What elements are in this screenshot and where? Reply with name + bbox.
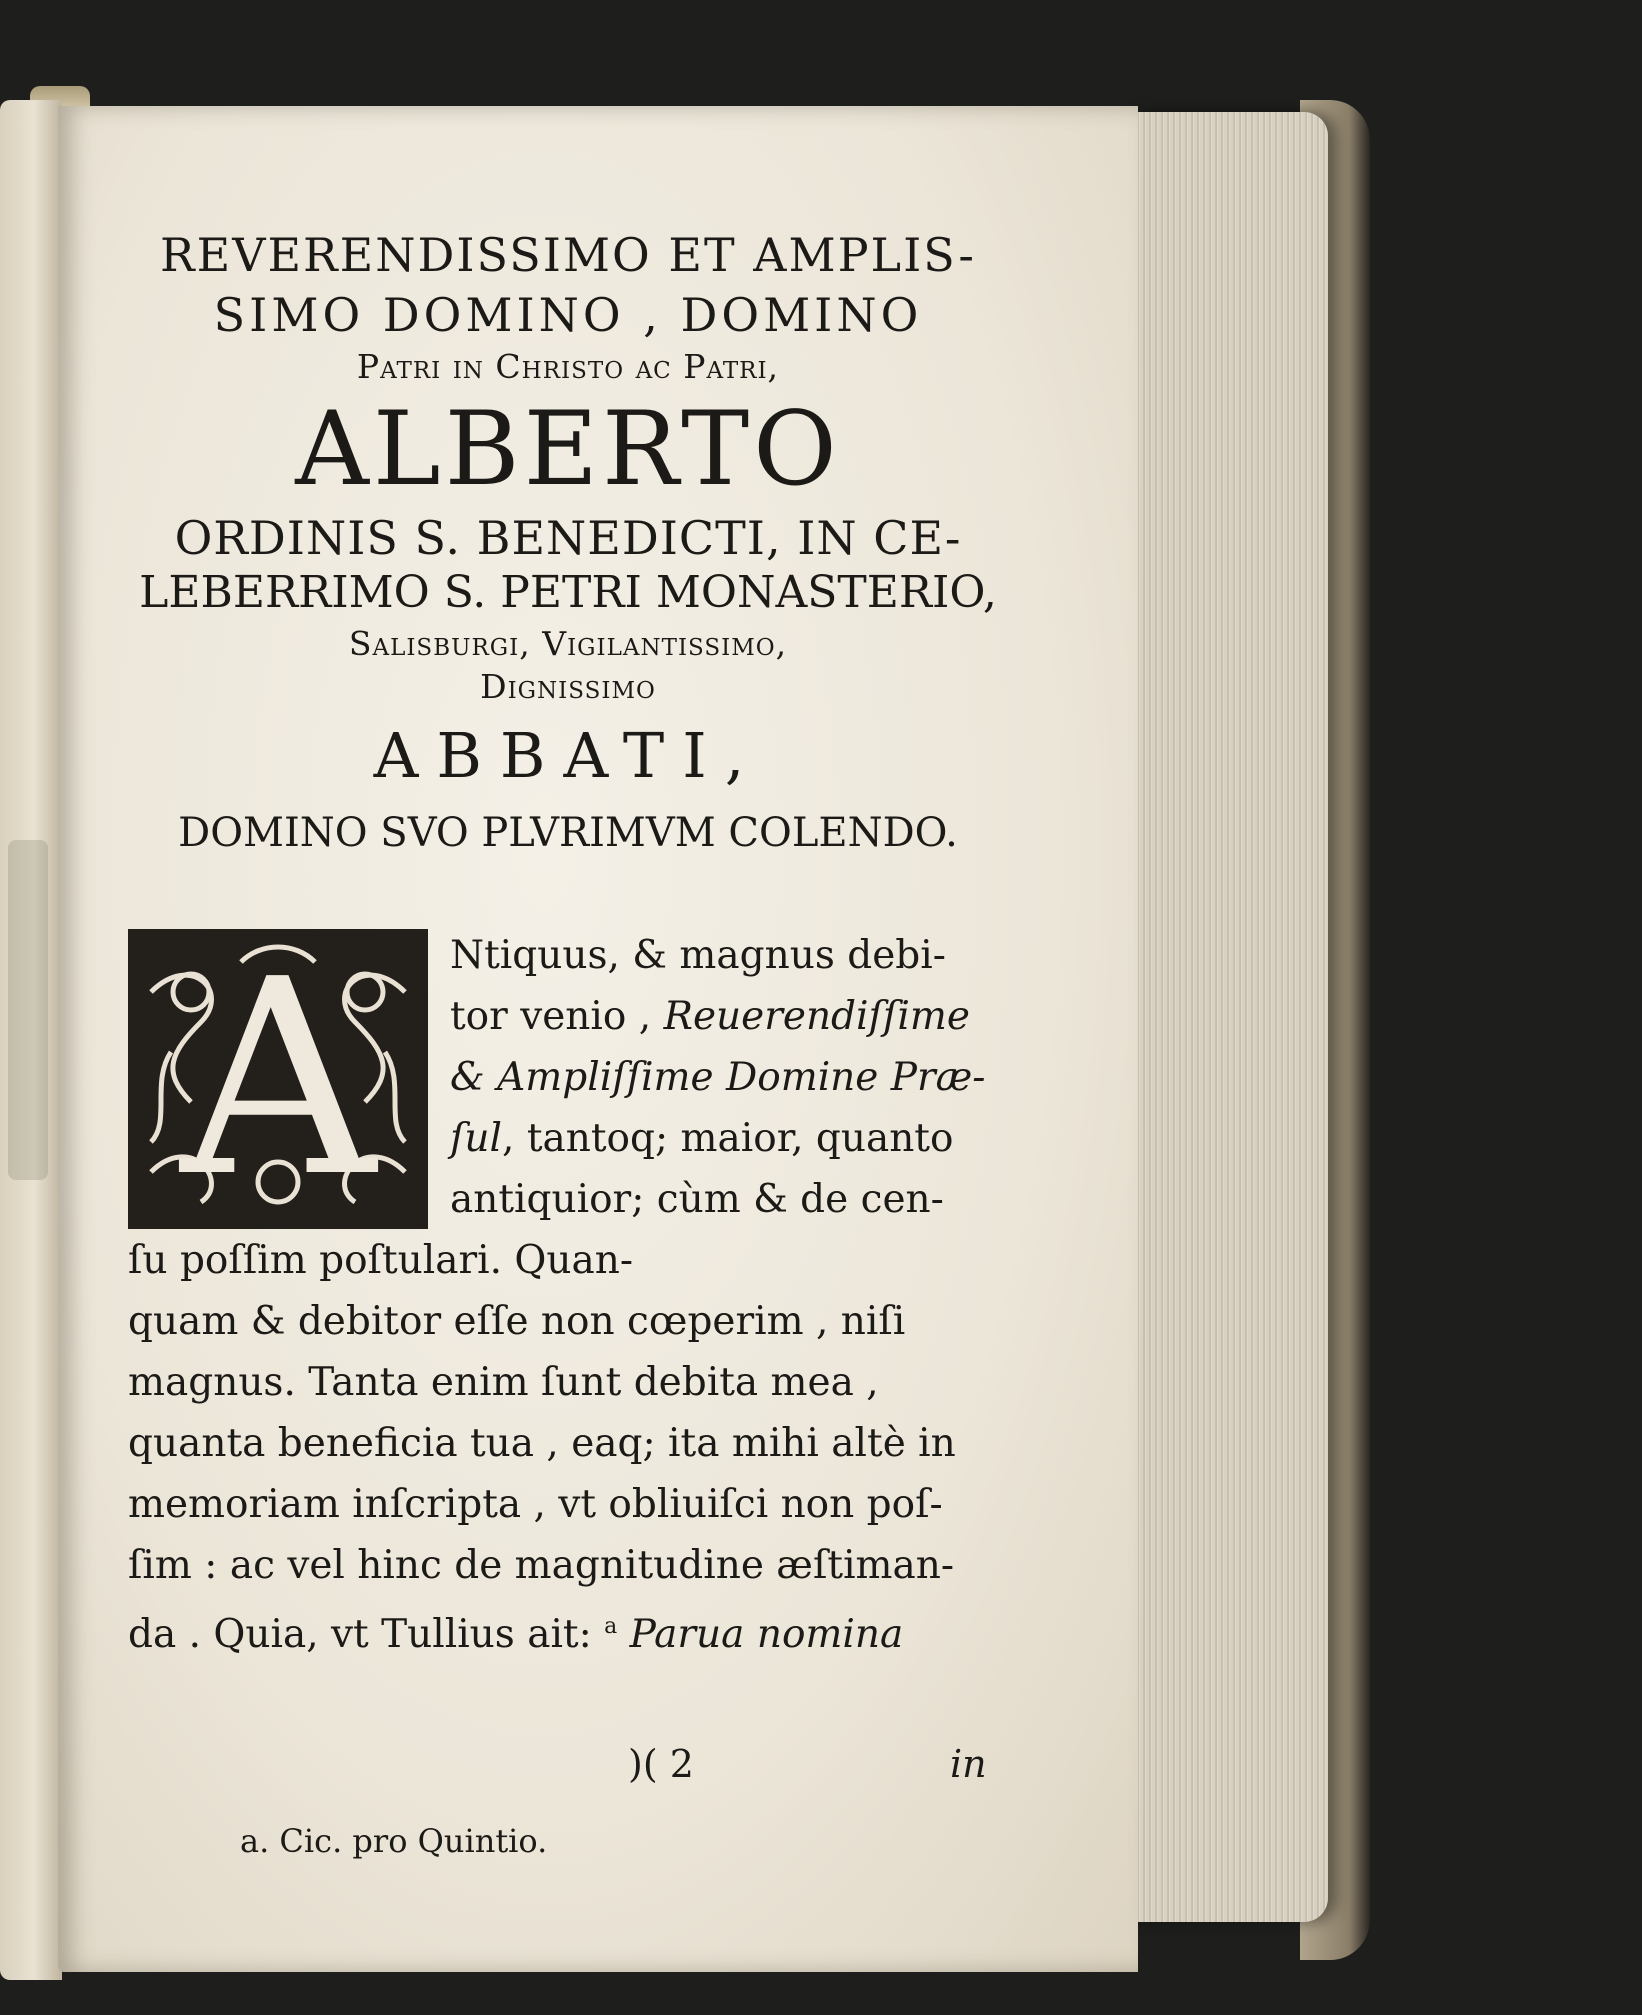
body-line-2-text: tor venio , bbox=[450, 994, 664, 1039]
heading-line-7: Salisburgi, Vigilantissimo, bbox=[348, 624, 788, 663]
footnote: a. Cic. pro Quintio. bbox=[240, 1822, 548, 1860]
body-line-4-text: , tantoq; maior, quanto bbox=[502, 1116, 954, 1161]
heading-line-1: REVERENDISSIMO ET AMPLIS- bbox=[160, 228, 976, 282]
ornamental-initial-icon bbox=[128, 921, 428, 1236]
body-line-6: ſu poſſim poſtulari. Quan- bbox=[128, 1238, 634, 1283]
heading-line-3: Patri in Christo ac Patri, bbox=[356, 347, 780, 386]
italic-address-2: & Ampliſſime Domine Præ- bbox=[450, 1055, 986, 1100]
heading-line-6: LEBERRIMO S. PETRI MONASTERIO, bbox=[139, 567, 997, 618]
italic-address-3: ſul bbox=[450, 1116, 503, 1161]
heading-line-10: DOMINO SVO PLVRIMVM COLENDO. bbox=[178, 810, 958, 856]
italic-address-1: Reuerendiſſime bbox=[663, 994, 970, 1039]
body-line-5: antiquior; cùm & de cen- bbox=[450, 1177, 944, 1222]
body-line-1: Ntiquus, & magnus debi- bbox=[450, 933, 946, 978]
body-line-12-text: da . Quia, vt Tullius ait: bbox=[128, 1612, 605, 1657]
body-line-12 bbox=[128, 1596, 1008, 1665]
body-line-8: magnus. Tanta enim ſunt debita mea , bbox=[128, 1360, 879, 1405]
body-line-10: memoriam inſcripta , vt obliuiſci non poſ- bbox=[128, 1482, 943, 1527]
body-line-7: quam & debitor eſſe non cœperim , niſi bbox=[128, 1299, 906, 1344]
italic-quote: Parua nomina bbox=[629, 1612, 904, 1657]
signature-mark: )( 2 bbox=[628, 1742, 694, 1786]
heading-line-5: ORDINIS S. BENEDICTI, IN CE- bbox=[174, 511, 962, 565]
page-fore-edge bbox=[1128, 112, 1328, 1922]
footnote-mark: a bbox=[604, 1614, 618, 1639]
dedication-heading bbox=[128, 228, 1008, 873]
heading-name: ALBERTO bbox=[295, 390, 841, 509]
page-stain bbox=[8, 840, 48, 1180]
body-line-11: ſim : ac vel hinc de magnitudine æſtiman- bbox=[128, 1543, 955, 1588]
left-page-edge bbox=[0, 100, 62, 1980]
body-line-9: quanta beneficia tua , eaq; ita mihi altè in bbox=[128, 1421, 956, 1466]
heading-title: ABBATI, bbox=[373, 719, 763, 792]
catchword: in bbox=[950, 1742, 987, 1786]
heading-line-2: SIMO DOMINO , DOMINO bbox=[213, 288, 923, 342]
dedication-body bbox=[128, 921, 1008, 1665]
heading-line-8: Dignissimo bbox=[480, 667, 656, 706]
initial-letter: A bbox=[180, 921, 376, 1236]
